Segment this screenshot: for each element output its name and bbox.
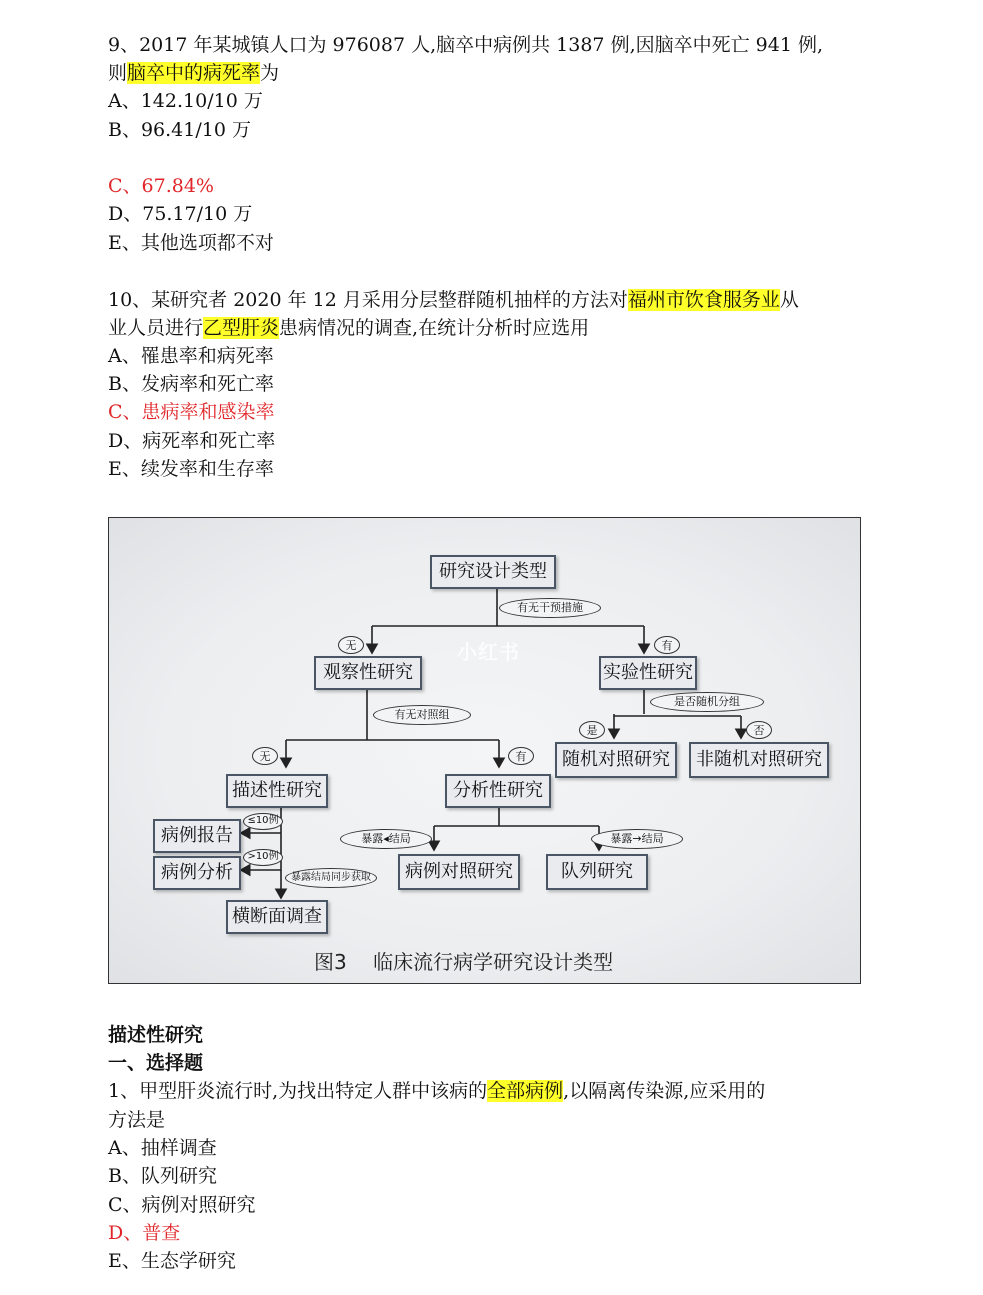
label-exposure-right: 暴露→结局 — [591, 829, 683, 849]
q10-option-c-answer: C、患病率和感染率 — [108, 401, 275, 423]
q9-option-e: E、其他选项都不对 — [108, 232, 274, 254]
q10-option-a: A、罹患率和病死率 — [108, 345, 274, 367]
node-non-rct: 非随机对照研究 — [689, 742, 829, 778]
label-gt10: >10例 — [243, 849, 283, 866]
q10-stem-line1: 10、某研究者 2020 年 12 月采用分层整群随机抽样的方法对福州市饮食服务业从 — [108, 289, 799, 311]
q1-option-a: A、抽样调查 — [108, 1137, 217, 1159]
q9-stem-line1: 9、2017 年某城镇人口为 976087 人,脑卒中病例共 1387 例,因脑卒中死亡 941 例, — [108, 34, 823, 56]
watermark-logo: 小红书 — [457, 640, 520, 664]
q1-stem-line1: 1、甲型肝炎流行时,为找出特定人群中该病的全部病例,以隔离传染源,应采用的 — [108, 1080, 766, 1102]
node-cohort: 队列研究 — [546, 854, 648, 890]
label-yes-3: 是 — [579, 721, 605, 739]
q9-option-b: B、96.41/10 万 — [108, 119, 251, 141]
label-sync-exposure: 暴露结局同步获取 — [285, 868, 377, 888]
q10-option-b: B、发病率和死亡率 — [108, 373, 274, 395]
node-case-series: 病例分析 — [153, 856, 241, 890]
q1-option-b: B、队列研究 — [108, 1165, 217, 1187]
node-case-control: 病例对照研究 — [398, 854, 520, 890]
node-case-report: 病例报告 — [153, 819, 241, 853]
q9-stem-line2: 则脑卒中的病死率为 — [108, 62, 280, 84]
node-rct: 随机对照研究 — [555, 742, 677, 778]
section-subheading: 一、选择题 — [108, 1052, 204, 1074]
label-control-group: 有无对照组 — [373, 705, 471, 725]
q9-option-d: D、75.17/10 万 — [108, 203, 253, 225]
q10-option-d: D、病死率和死亡率 — [108, 430, 276, 452]
q1-option-e: E、生态学研究 — [108, 1250, 236, 1272]
q10-highlight-2: 乙型肝炎 — [203, 317, 280, 339]
q1-stem-line2: 方法是 — [108, 1109, 166, 1131]
q1-option-c: C、病例对照研究 — [108, 1194, 256, 1216]
figure-caption: 图3 临床流行病学研究设计类型 — [314, 950, 614, 974]
label-intervention: 有无干预措施 — [499, 598, 601, 618]
label-le10: ≤10例 — [243, 813, 283, 830]
q10-stem-line2: 业人员进行乙型肝炎患病情况的调查,在统计分析时应选用 — [108, 317, 590, 339]
label-yes-1: 有 — [654, 636, 680, 654]
q9-highlight: 脑卒中的病死率 — [127, 62, 261, 84]
node-research-design: 研究设计类型 — [430, 555, 556, 589]
node-observational: 观察性研究 — [314, 656, 422, 690]
node-cross-sectional: 横断面调查 — [226, 900, 328, 934]
label-randomization: 是否随机分组 — [650, 692, 764, 712]
q10-option-e: E、续发率和生存率 — [108, 458, 274, 480]
q9-option-c-answer: C、67.84% — [108, 175, 214, 197]
q10-highlight-1: 福州市饮食服务业 — [627, 289, 780, 311]
label-no-3: 否 — [746, 721, 772, 739]
label-exposure-left: 暴露◂结局 — [340, 829, 432, 849]
section-heading: 描述性研究 — [108, 1024, 204, 1046]
node-analytical: 分析性研究 — [445, 774, 551, 808]
label-yes-2: 有 — [508, 747, 534, 765]
study-design-flowchart — [108, 517, 861, 984]
label-no-2: 无 — [252, 747, 278, 765]
q9-option-a: A、142.10/10 万 — [108, 90, 263, 112]
q1-option-d-answer: D、普查 — [108, 1222, 181, 1244]
q1-highlight: 全部病例 — [487, 1080, 564, 1102]
label-no-1: 无 — [338, 636, 364, 654]
node-descriptive: 描述性研究 — [226, 774, 328, 808]
node-experimental: 实验性研究 — [599, 656, 697, 690]
